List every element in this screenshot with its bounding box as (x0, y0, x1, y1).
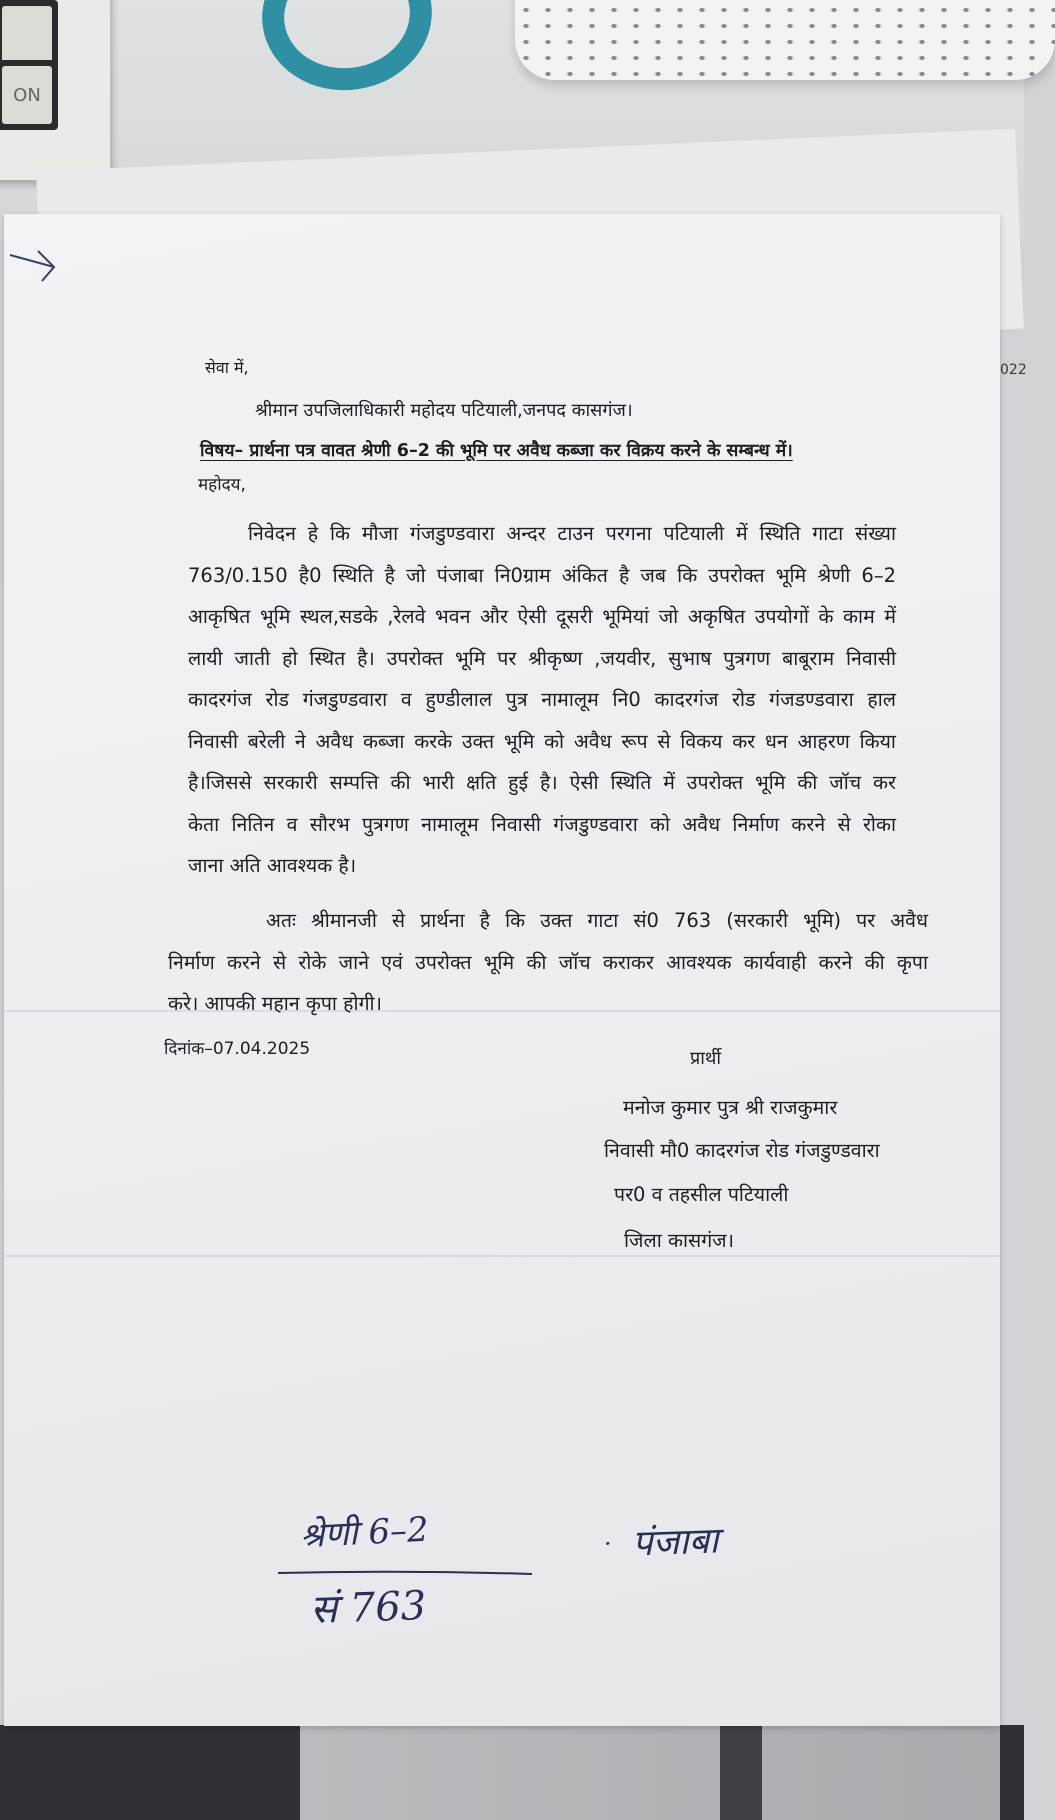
paragraph-line: जाना अति आवश्यक है। (188, 854, 357, 877)
paragraph-line: लायी जाती हो स्थित है। उपरोक्त भूमि पर श्रीकृष्ण ,जयवीर, सुभाष पुत्रगण बाबूराम निवासी (188, 646, 896, 670)
handwritten-category: श्रेणी 6–2 (299, 1509, 430, 1557)
body-paragraph-1 (188, 513, 896, 887)
switch-label: ON (2, 66, 52, 124)
paragraph-line: आकृषित भूमि स्थल,सडके ,रेलवे भवन और ऐसी दूसरी भूमियां जो अकृषित उपयोगों के काम में (188, 605, 896, 628)
applicant-name: मनोज कुमार पुत्र श्री राजकुमार (623, 1096, 838, 1119)
paragraph-line: अतः श्रीमानजी से प्रार्थना है कि उक्त गाटा सं0 763 (सरकारी भूमि) पर अवैध (266, 909, 928, 932)
paragraph-line: निवेदन हे कि मौजा गंजडुण्डवारा अन्दर टाउन परगना पटियाली में स्थिति गाटा संख्या (248, 522, 896, 545)
salutation: सेवा में, (205, 358, 249, 377)
greeting: महोदय, (198, 475, 246, 495)
paragraph-line: निवासी बरेली ने अवैध कब्जा करके उक्त भूमि को अवैध रूप से विकय कर धन आहरण किया (188, 729, 896, 753)
paragraph-line: करे। आपकी महान कृपा होगी। (168, 992, 382, 1015)
handwritten-village: पंजाबा (631, 1520, 720, 1565)
letter-date: दिनांक–07.04.2025 (164, 1039, 311, 1059)
handwritten-dot: · (604, 1530, 612, 1558)
subject-line: विषय– प्रार्थना पत्र वावत श्रेणी 6–2 की भूमि पर अवैध कब्जा कर विक्रय करने के सम्बन्ध में। (200, 441, 793, 461)
applicant-district: जिला कासगंज। (624, 1229, 735, 1252)
body-paragraph-2 (168, 900, 928, 1025)
addressee: श्रीमान उपजिलाधिकारी महोदय पटियाली,जनपद कासगंज। (255, 400, 633, 421)
applicant-tehsil: पर0 व तहसील पटियाली (614, 1183, 789, 1206)
handwritten-plot-number: सं 763 (309, 1582, 427, 1634)
applicant-title: प्रार्थी (690, 1048, 722, 1069)
paragraph-line: केता नितिन व सौरभ पुत्रगण नामालूम निवासी गंजडुण्डवारा को अवैध निर्माण करने से रोका (188, 812, 896, 836)
paragraph-line: कादरगंज रोड गंजडुण्डवारा व हुण्डीलाल पुत्र नामालूम नि0 कादरगंज रोड गंजडण्डवारा हाल (188, 688, 896, 711)
applicant-address: निवासी मौ0 कादरगंज रोड गंजडुण्डवारा (604, 1139, 880, 1162)
paragraph-line: है।जिससे सरकारी सम्पत्ति की भारी क्षति हुई है। ऐसी स्थिति में उपरोक्त भूमि की जॉच कर (188, 771, 896, 794)
paragraph-line: निर्माण करने से रोके जाने एवं उपरोक्त भूमि की जॉच कराकर आवश्यक कार्यवाही करने की कृपा (168, 950, 928, 974)
paragraph-line: 763/0.150 है0 स्थिति है जो पंजाबा नि0ग्राम अंकित है जब कि उपरोक्त भूमि श्रेणी 6–2 (188, 563, 896, 587)
handwritten-fraction-bar (278, 1570, 532, 1576)
edge-mark: 022 (1000, 362, 1027, 378)
